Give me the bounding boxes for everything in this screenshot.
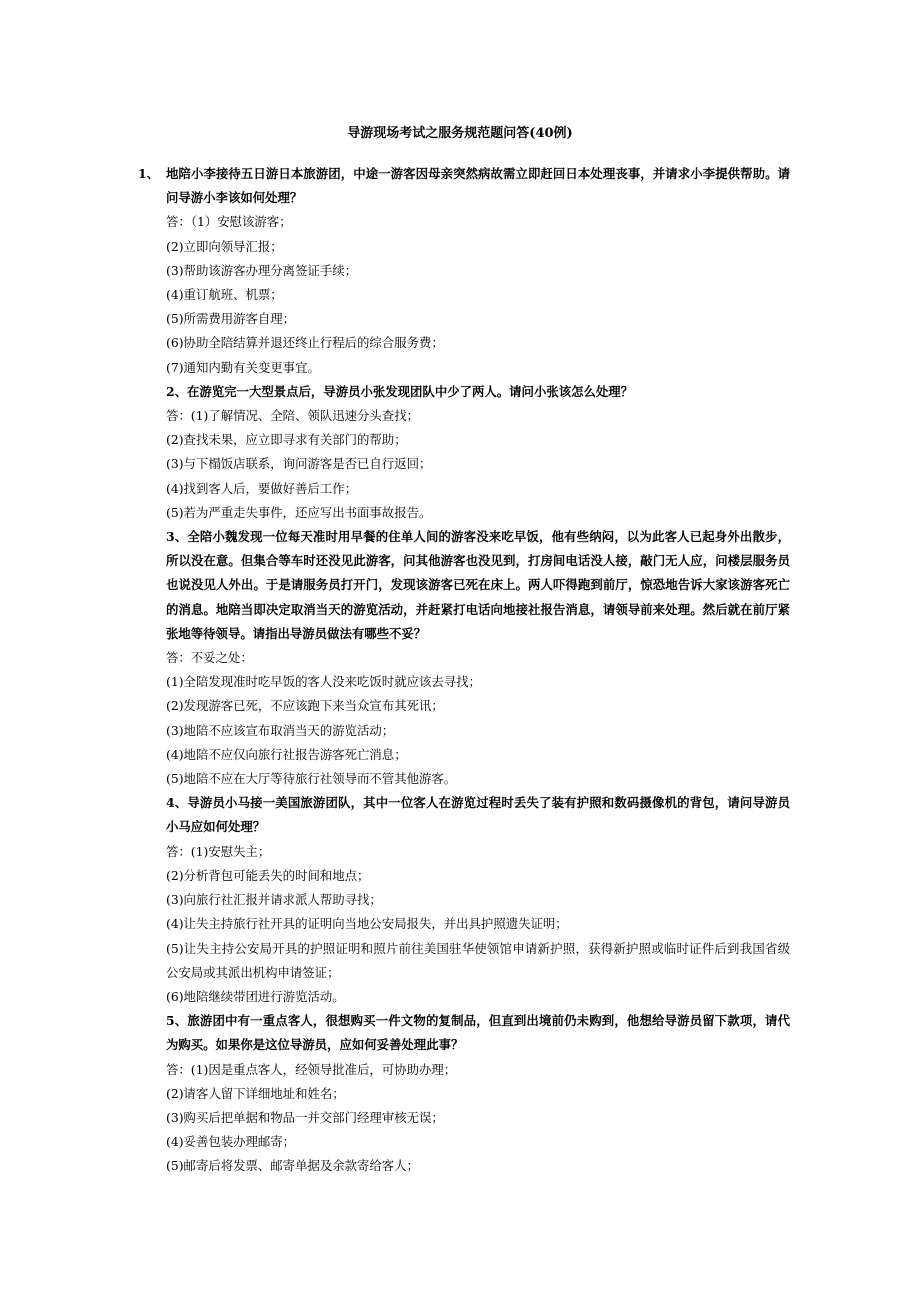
answer-line: (6)协助全陪结算并退还终止行程后的综合服务费；: [166, 335, 444, 351]
answer-line: (5)地陪不应在大厅等待旅行社领导而不管其他游客。: [166, 771, 457, 787]
question-1-text: 地陪小李接待五日游日本旅游团，中途一游客因母亲突然病故需立即赶回日本处理丧事，并请求小李提供帮助。请问导游小李该如何处理？: [166, 166, 790, 206]
answer-line: (6)地陪继续带团进行游览活动。: [166, 988, 345, 1004]
answer-line: (4)找到客人后，要做好善后工作；: [166, 480, 358, 496]
answer-line: (5)所需费用游客自理；: [166, 311, 296, 327]
answer-line: 答：（1）安慰该游客；: [166, 214, 292, 230]
question-3: 3、全陪小魏发现一位每天准时用早餐的住单人间的游客没来吃早饭，他有些纳闷，以为此客人已起身外出散步，所以没在意。但集合等车时还没见此游客，问其他游客也没见到，打房间电话没人接，敲门无人应，问楼层服务员也说没见人外出。于是请服务员打开门，发现该游客已死在床上。两人吓得跑到前厅，惊恐地告诉大家该游客死亡的消息。地陪当即决定取消当天的游览活动，并赶紧打电话向地接社报告消息，请领导前来处理。然后就在前厅紧张地等待领导。请指出导游员做法有哪些不妥？: [166, 529, 790, 641]
answer-line: (5)邮寄后将发票、邮寄单据及余款寄给客人；: [166, 1158, 419, 1174]
answer-line: (7)通知内勤有关变更事宜。: [166, 359, 320, 375]
answer-line: (4)让失主持旅行社开具的证明向当地公安局报失，并出具护照遗失证明；: [166, 916, 568, 932]
answer-line: 答：(1)因是重点客人，经领导批准后，可协助办理；: [166, 1061, 457, 1077]
document-body: [138, 162, 790, 1179]
answer-line: (4)地陪不应仅向旅行社报告游客死亡消息；: [166, 746, 407, 762]
answer-line: (2)立即向领导汇报；: [166, 238, 283, 254]
answer-line: (2)查找未果，应立即寻求有关部门的帮助；: [166, 432, 407, 448]
answer-line: (1)全陪发现准时吃早饭的客人没来吃饭时就应该去寻找；: [166, 674, 481, 690]
answer-line: 答：(1)了解情况、全陪、领队迅速分头查找；: [166, 408, 419, 424]
question-1: [138, 162, 790, 210]
answer-line: (3)地陪不应该宣布取消当天的游览活动；: [166, 722, 395, 738]
answer-line: (3)与下榻饭店联系，询问游客是否已自行返回；: [166, 456, 432, 472]
question-5: 5、旅游团中有一重点客人，很想购买一件文物的复制品，但直到出境前仍未购到，他想给导游员留下款项，请代为购买。如果你是这位导游员，应如何妥善处理此事？: [166, 1013, 790, 1053]
answer-line: (2)请客人留下详细地址和姓名；: [166, 1085, 345, 1101]
question-2: 2、在游览完一大型景点后，导游员小张发现团队中少了两人。请问小张该怎么处理？: [166, 383, 634, 399]
answer-line: (4)重订航班、机票；: [166, 287, 283, 303]
answer-line: (2)发现游客已死，不应该跑下来当众宣布其死讯；: [166, 698, 444, 714]
answer-line: (3)向旅行社汇报并请求派人帮助寻找；: [166, 892, 382, 908]
answer-line: (2)分析背包可能丢失的时间和地点；: [166, 867, 370, 883]
answer-line: (4)妥善包装办理邮寄；: [166, 1134, 296, 1150]
question-4: 4、导游员小马接一美国旅游团队，其中一位客人在游览过程时丢失了装有护照和数码摄像机的背包，请问导游员小马应如何处理？: [166, 795, 790, 835]
answer-line: (3)帮助该游客办理分离签证手续；: [166, 262, 358, 278]
question-1-number: 1、: [138, 166, 160, 181]
answer-line: (3)购买后把单据和物品一并交部门经理审核无误；: [166, 1109, 444, 1125]
answer-line: 答：(1)安慰失主；: [166, 843, 271, 859]
answer-line: 答：不妥之处：: [166, 650, 253, 666]
document-title: 导游现场考试之服务规范题问答(40例): [347, 126, 573, 141]
answer-line: (5)若为严重走失事件，还应写出书面事故报告。: [166, 504, 432, 520]
answer-line: (5)让失主持公安局开具的护照证明和照片前往美国驻华使领馆申请新护照，获得新护照或临时证件后到我国省级公安局或其派出机构申请签证；: [166, 940, 790, 980]
